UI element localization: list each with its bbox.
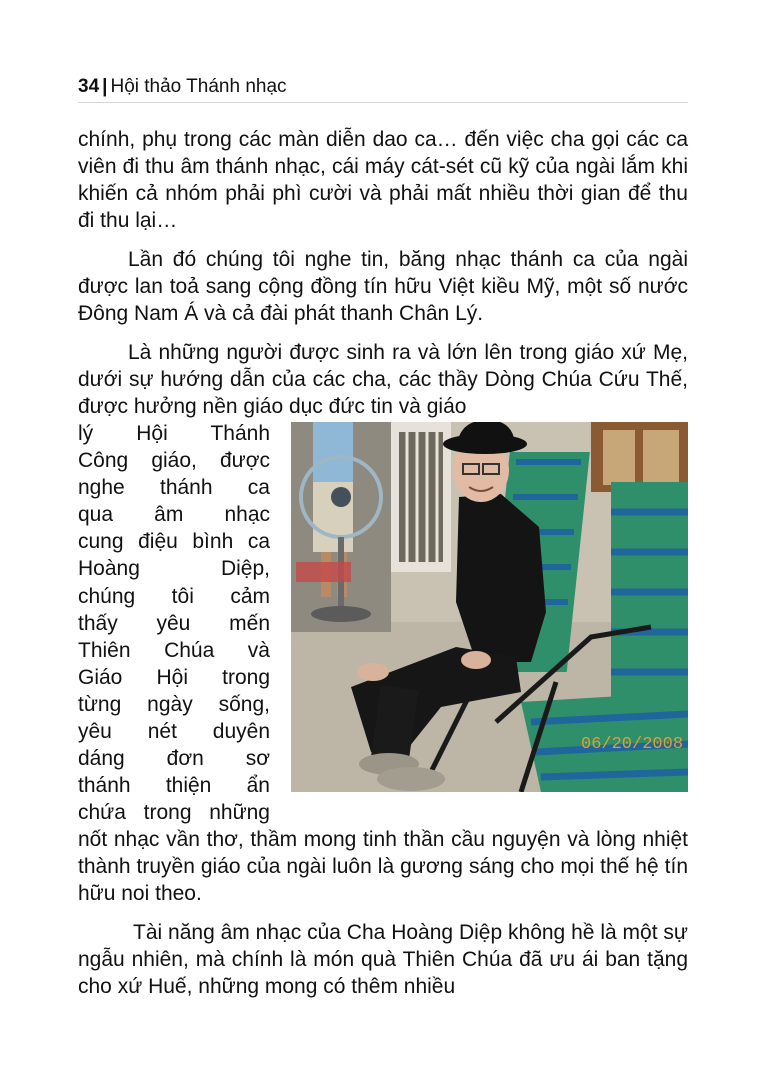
running-title: Hội thảo Thánh nhạc [110, 76, 287, 97]
wrapped-line: Hoàng Diệp, [78, 557, 270, 581]
page-body [78, 126, 688, 1012]
wrapped-line: thấy yêu mến [78, 611, 270, 635]
header-separator: | [102, 76, 108, 97]
paragraph-continuation: chính, phụ trong các màn diễn dao ca… đến việc cha gọi các ca viên đi thu âm thánh nhạc, cái máy cát-sét cũ kỹ của ngài lắm khi khiến cả nhóm phải phì cười và phải mất nhiều thời gian để thu đi thu lại… [78, 128, 688, 232]
paragraph-talent: Tài năng âm nhạc của Cha Hoàng Diệp không hề là một sự ngẫu nhiên, mà chính là món quà Thiên Chúa đã ưu ái ban tặng cho xứ Huế, những mong có thêm nhiều [78, 921, 688, 999]
paragraph-after-photo: nốt nhạc vần thơ, thầm mong tinh thần cầu nguyện và lòng nhiệt thành truyền giáo của ngài luôn là gương sáng cho mọi thế hệ tín hữu noi theo. [78, 828, 688, 906]
wrapped-line: thánh thiện ẩn [78, 774, 270, 798]
priest-photo [291, 422, 688, 792]
page-header [78, 74, 688, 103]
wrapped-line: Thiên Chúa và [78, 638, 270, 662]
paragraph-news: Lần đó chúng tôi nghe tin, băng nhạc thánh ca của ngài được lan toả sang cộng đồng tín hữu Việt kiều Mỹ, một số nước Đông Nam Á và cả đài phát thanh Chân Lý. [78, 248, 688, 325]
wrapped-line: Công giáo, được [78, 449, 270, 473]
wrapped-line: dáng đơn sơ [78, 747, 270, 771]
wrapped-line: chứa trong những [78, 801, 270, 825]
photo-illustration [291, 422, 688, 792]
svg-text:06/20/2008: 06/20/2008 [581, 735, 684, 754]
wrapped-line: lý Hội Thánh [78, 422, 270, 445]
wrapped-line: qua âm nhạc [78, 503, 270, 527]
wrapped-line: nghe thánh ca [78, 476, 270, 500]
wrapped-line: Giáo Hội trong [78, 665, 270, 689]
wrapped-line: chúng tôi cảm [78, 584, 270, 608]
paragraph-parish: Là những người được sinh ra và lớn lên trong giáo xứ Mẹ, dưới sự hướng dẫn của các cha, các thầy Dòng Chúa Cứu Thế, được hưởng nền giáo dục đức tin và giáo [78, 341, 688, 418]
wrapped-line: cung điệu bình ca [78, 530, 270, 554]
wrapped-text-column [78, 420, 270, 826]
page-number: 34 [78, 76, 100, 97]
wrapped-line: yêu nét duyên [78, 720, 270, 744]
wrapped-line: từng ngày sống, [78, 692, 270, 716]
